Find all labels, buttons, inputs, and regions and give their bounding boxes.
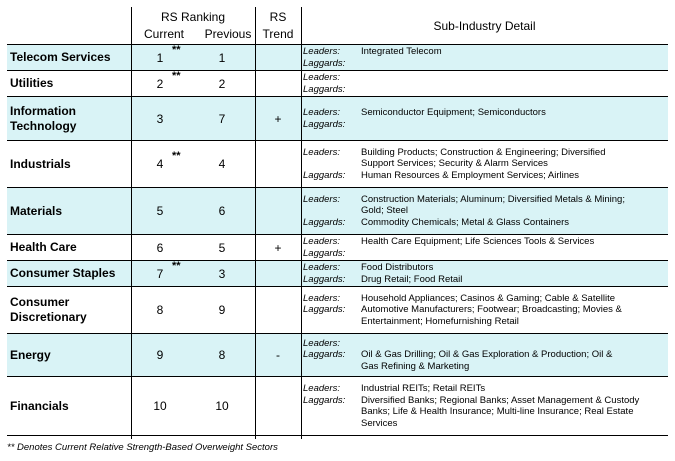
leaders-block — [303, 147, 668, 170]
rs-trend: + — [255, 97, 301, 141]
laggards-line: Diversified Banks; Regional Banks; Asset Management & Custody — [361, 394, 640, 406]
leaders-line: Semiconductor Equipment; Semiconductors — [361, 107, 546, 118]
previous-rank: 2 — [218, 76, 226, 91]
sector-row — [7, 235, 668, 261]
leaders-list — [361, 147, 668, 170]
laggards-block — [303, 274, 668, 286]
sub-industry-detail — [301, 97, 668, 141]
laggards-label: Laggards: — [303, 118, 346, 130]
previous-rank: 5 — [218, 240, 226, 255]
current-rank-cell — [131, 287, 189, 334]
rs-trend — [255, 141, 301, 188]
laggards-block — [303, 84, 668, 96]
laggards-block — [303, 58, 668, 70]
laggards-line: Services — [361, 417, 398, 429]
laggards-block — [303, 349, 668, 372]
previous-rank: 4 — [218, 157, 226, 171]
laggards-line: Oil & Gas Drilling; Oil & Gas Exploration & Production; Oil & — [361, 349, 613, 361]
laggards-label: Laggards: — [303, 304, 346, 316]
sector-name: Health Care — [10, 240, 77, 254]
sector-row — [7, 377, 668, 436]
leaders-list — [361, 293, 668, 305]
current-rank: 5 — [156, 204, 164, 218]
current-rank-cell — [131, 235, 189, 261]
current-rank-cell — [131, 334, 189, 377]
laggards-line: Drug Retail; Food Retail — [361, 273, 463, 285]
current-rank: 2 — [156, 76, 164, 91]
sub-industry-detail — [301, 188, 668, 235]
sector-name: Consumer Staples — [7, 261, 131, 287]
leaders-list — [361, 194, 668, 217]
leaders-block — [303, 46, 668, 58]
current-rank: 6 — [156, 240, 164, 255]
current-rank: 3 — [156, 111, 164, 126]
leaders-line: Integrated Telecom — [361, 46, 442, 57]
leaders-line: Building Products; Construction & Engineering; Diversified — [361, 146, 606, 158]
leaders-list — [361, 107, 668, 119]
sector-row — [7, 141, 668, 188]
footnote: ** Denotes Current Relative Strength-Based Overweight Sectors — [7, 442, 278, 453]
leaders-label: Leaders: — [303, 337, 340, 349]
previous-rank: 6 — [189, 188, 255, 235]
sector-name: Telecom Services — [7, 45, 131, 71]
sub-industry-detail — [301, 71, 668, 97]
previous-rank: 1 — [189, 45, 255, 71]
leaders-block — [303, 194, 668, 217]
sector-name: Consumer Discretionary — [10, 295, 87, 324]
leaders-list — [361, 236, 668, 248]
sector-name: Materials — [7, 188, 131, 235]
current-rank-cell — [131, 377, 189, 436]
laggards-list — [361, 304, 668, 327]
sector-ranking-table — [7, 7, 668, 436]
table-header — [7, 7, 668, 44]
laggards-label: Laggards: — [303, 83, 346, 95]
column-divider — [131, 7, 132, 439]
leaders-line: Food Distributors — [361, 262, 434, 273]
current-rank-cell — [131, 141, 189, 188]
laggards-block — [303, 395, 668, 430]
laggards-line: Commodity Chemicals; Metal & Glass Containers — [361, 216, 570, 228]
leaders-block — [303, 262, 668, 274]
laggards-list — [361, 349, 668, 372]
laggards-list — [361, 119, 668, 131]
laggards-label: Laggards: — [303, 57, 346, 69]
laggards-list — [361, 395, 668, 430]
laggards-list — [361, 274, 668, 286]
leaders-block — [303, 236, 668, 248]
sub-industry-detail — [301, 235, 668, 261]
sub-industry-detail — [301, 377, 668, 436]
rs-trend-header — [255, 7, 301, 44]
rs-trend: + — [274, 240, 282, 255]
current-rank: 9 — [156, 348, 164, 362]
previous-column-header: Previous — [204, 27, 252, 41]
laggards-block — [303, 170, 668, 182]
leaders-block — [303, 72, 668, 84]
sector-row — [7, 261, 668, 287]
laggards-label: Laggards: — [303, 349, 346, 361]
leaders-label: Leaders: — [303, 383, 340, 394]
leaders-list — [361, 383, 668, 395]
leaders-label: Leaders: — [303, 46, 340, 57]
sector-name: Industrials — [10, 156, 71, 171]
previous-rank: 10 — [215, 399, 229, 413]
laggards-list — [361, 84, 668, 96]
leaders-list — [361, 262, 668, 274]
current-rank-cell — [131, 71, 189, 97]
sector-name: Information Technology — [7, 97, 131, 141]
rs-ranking-header — [131, 7, 255, 44]
rs-trend — [255, 287, 301, 334]
overweight-marker: ** — [172, 150, 181, 162]
sub-industry-title: Sub-Industry Detail — [433, 19, 536, 33]
leaders-line: Household Appliances; Casinos & Gaming; Cable & Satellite — [361, 292, 616, 304]
current-rank: 7 — [156, 266, 164, 281]
laggards-label: Laggards: — [303, 169, 346, 181]
rs-trend — [255, 71, 301, 97]
laggards-list — [361, 58, 668, 70]
overweight-marker: ** — [172, 69, 181, 82]
laggards-block — [303, 248, 668, 260]
leaders-block — [303, 107, 668, 119]
sub-industry-detail — [301, 141, 668, 188]
rs-trend — [255, 188, 301, 235]
trend-title: Trend — [262, 27, 294, 41]
current-rank: 10 — [153, 399, 167, 413]
laggards-line: Entertainment; Homefurnishing Retail — [361, 315, 519, 327]
rs-trend — [255, 377, 301, 436]
laggards-block — [303, 304, 668, 327]
sector-name: Financials — [10, 398, 69, 413]
laggards-label: Laggards: — [303, 394, 346, 406]
laggards-list — [361, 217, 668, 229]
rs-trend — [255, 261, 301, 287]
sub-industry-detail — [301, 287, 668, 334]
leaders-label: Leaders: — [303, 236, 340, 247]
leaders-list — [361, 338, 668, 350]
column-divider — [255, 7, 256, 439]
current-rank-cell — [131, 261, 189, 287]
rs-ranking-title: RS Ranking — [160, 10, 226, 24]
sector-row — [7, 97, 668, 141]
sector-row — [7, 287, 668, 334]
sub-industry-detail — [301, 261, 668, 287]
previous-rank: 8 — [189, 334, 255, 377]
leaders-label: Leaders: — [303, 193, 340, 205]
sector-row — [7, 334, 668, 377]
laggards-line: Gas Refining & Marketing — [361, 360, 470, 372]
laggards-label: Laggards: — [303, 273, 346, 285]
sector-name: Utilities — [10, 76, 54, 90]
rs-trend: - — [255, 334, 301, 377]
sub-industry-detail — [301, 45, 668, 71]
current-rank: 4 — [156, 157, 164, 171]
leaders-list — [361, 72, 668, 84]
sector-row — [7, 71, 668, 97]
sub-industry-header — [301, 7, 668, 44]
previous-rank: 9 — [218, 303, 226, 317]
leaders-line: Health Care Equipment; Life Sciences Tools & Services — [361, 236, 595, 247]
leaders-line: Industrial REITs; Retail REITs — [361, 383, 486, 394]
sector-table-body — [7, 44, 668, 436]
leaders-block — [303, 293, 668, 305]
rs-trend — [255, 45, 301, 71]
leaders-label: Leaders: — [303, 262, 340, 273]
laggards-list — [361, 248, 668, 260]
current-column-header: Current — [143, 27, 184, 41]
column-divider — [301, 7, 302, 439]
leaders-label: Leaders: — [303, 146, 340, 158]
overweight-marker: ** — [172, 43, 181, 56]
current-rank-cell — [131, 188, 189, 235]
laggards-block — [303, 217, 668, 229]
leaders-line: Support Services; Security & Alarm Services — [361, 158, 548, 170]
leaders-label: Leaders: — [303, 107, 340, 118]
leaders-line: Gold; Steel — [361, 205, 408, 217]
rs-trend-title: RS — [269, 10, 287, 24]
previous-rank: 7 — [189, 97, 255, 141]
leaders-label: Leaders: — [303, 72, 340, 83]
sector-row — [7, 188, 668, 235]
laggards-label: Laggards: — [303, 216, 346, 228]
current-rank-cell — [131, 45, 189, 71]
leaders-list — [361, 46, 668, 58]
laggards-block — [303, 119, 668, 131]
sector-name: Energy — [7, 334, 131, 377]
current-rank-cell — [131, 97, 189, 141]
leaders-line: Construction Materials; Aluminum; Diversified Metals & Mining; — [361, 193, 625, 205]
overweight-marker: ** — [172, 259, 181, 272]
laggards-line: Human Resources & Employment Services; Airlines — [361, 169, 580, 181]
laggards-list — [361, 170, 668, 182]
leaders-label: Leaders: — [303, 292, 340, 304]
laggards-label: Laggards: — [303, 247, 346, 259]
previous-rank: 3 — [189, 261, 255, 287]
current-rank: 1 — [156, 50, 164, 65]
current-rank: 8 — [156, 303, 164, 317]
laggards-line: Banks; Life & Health Insurance; Multi-line Insurance; Real Estate — [361, 406, 634, 417]
sub-industry-detail — [301, 334, 668, 377]
sector-row — [7, 45, 668, 71]
leaders-block — [303, 383, 668, 395]
laggards-line: Automotive Manufacturers; Footwear; Broadcasting; Movies & — [361, 304, 622, 316]
leaders-block — [303, 338, 668, 350]
